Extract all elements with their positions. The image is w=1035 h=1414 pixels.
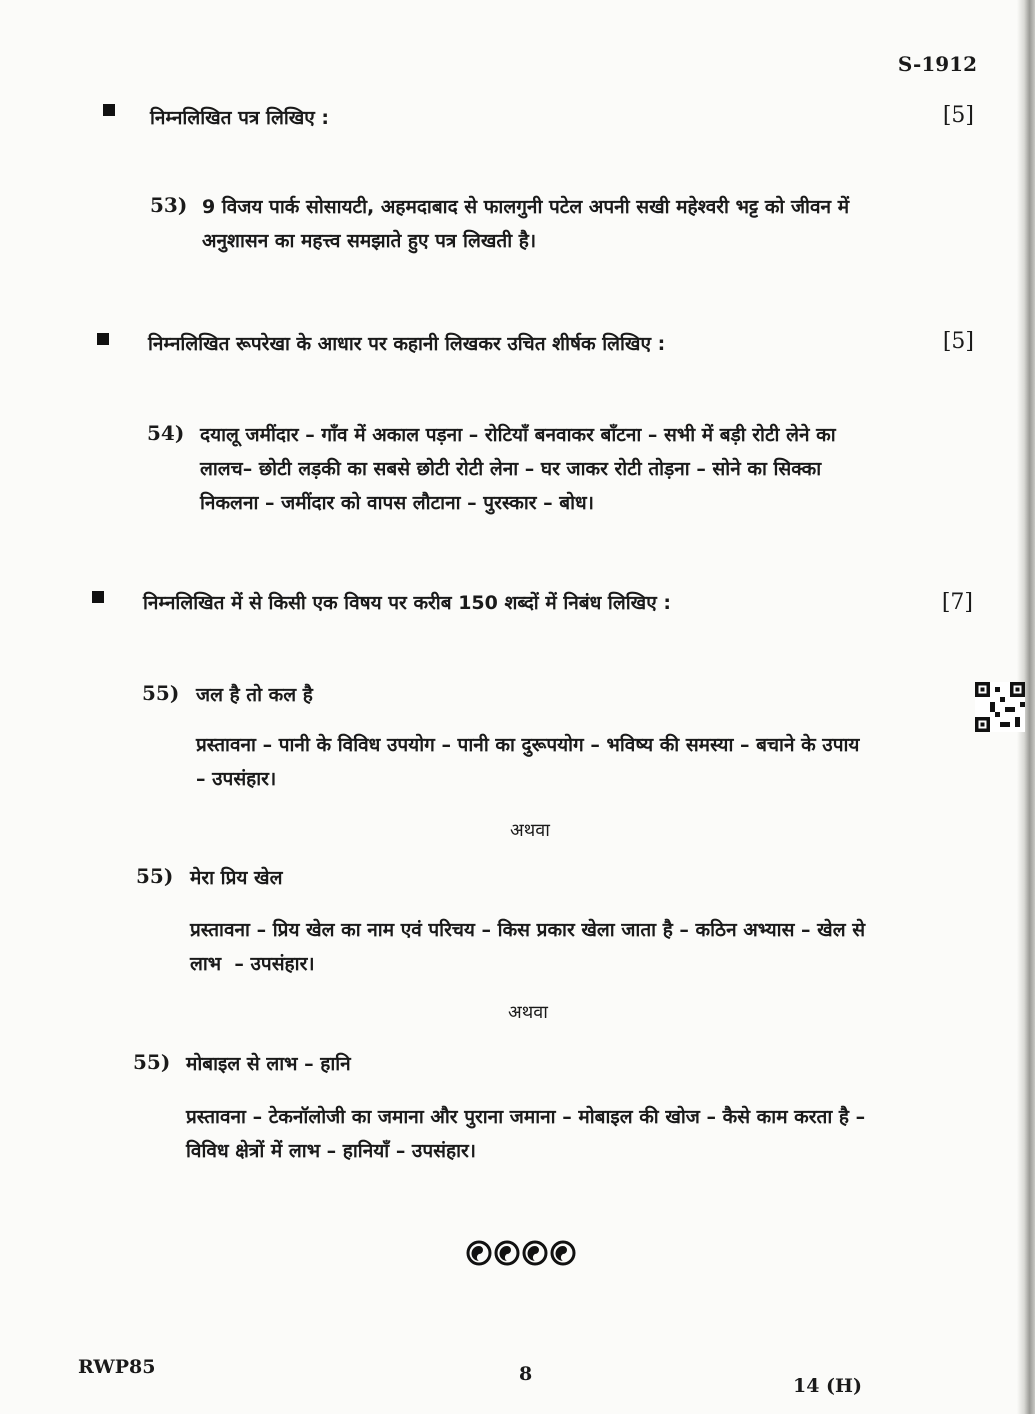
question-54-line-1: दयालू जमींदार – गाँव में अकाल पड़ना – रोटियाँ बनवाकर बाँटना – सभी में बड़ी रोटी लेने का <box>200 424 836 446</box>
option-1-number: 55) <box>142 681 180 705</box>
section-2-instruction: निम्नलिखित रूपरेखा के आधार पर कहानी लिखकर उचित शीर्षक लिखिए : <box>148 333 666 355</box>
option-2-number: 55) <box>136 864 174 888</box>
section-2-marks: [5] <box>942 329 974 354</box>
option-3-number: 55) <box>133 1050 171 1074</box>
option-1-outline-line-2: – उपसंहार। <box>196 768 277 790</box>
option-3-title: मोबाइल से लाभ – हानि <box>186 1053 351 1075</box>
option-2-outline-line-2: लाभ – उपसंहार। <box>190 953 315 975</box>
question-53-line-2: अनुशासन का महत्त्व समझाते हुए पत्र लिखती है। <box>202 230 537 252</box>
footer-left-code: RWP85 <box>78 1356 156 1378</box>
separator-or: अथवा <box>508 1002 548 1023</box>
question-53-line-1: 9 विजय पार्क सोसायटी, अहमदाबाद से फालगुनी पटेल अपनी सखी महेश्वरी भट्ट को जीवन में <box>202 196 850 218</box>
question-54-line-3: निकलना – जमींदार को वापस लौटाना – पुरस्कार – बोध। <box>200 492 594 514</box>
question-54-number: 54) <box>147 421 185 445</box>
footer-right-code: 14 (H) <box>793 1375 862 1397</box>
page-number: 8 <box>519 1363 533 1385</box>
option-3-outline-line-1: प्रस्तावना – टेकनॉलोजी का जमाना और पुराना जमाना – मोबाइल की खोज – कैसे काम करता है – <box>186 1106 866 1128</box>
section-1-instruction: निम्नलिखित पत्र लिखिए : <box>150 107 330 129</box>
end-ornament-icon <box>464 1238 584 1268</box>
option-1-outline <box>196 728 986 796</box>
section-1-marks: [5] <box>942 103 974 128</box>
qr-code-icon <box>975 682 1025 732</box>
bullet-icon <box>92 591 104 603</box>
section-3-instruction: निम्नलिखित में से किसी एक विषय पर करीब 150 शब्दों में निबंध लिखिए : <box>143 592 671 614</box>
question-54-text <box>200 418 985 520</box>
separator-or: अथवा <box>510 820 550 841</box>
bullet-icon <box>97 333 109 345</box>
bullet-icon <box>103 104 115 116</box>
option-2-outline-line-1: प्रस्तावना – प्रिय खेल का नाम एवं परिचय – किस प्रकार खेला जाता है – कठिन अभ्यास – खेल से <box>190 919 866 941</box>
option-3-outline <box>186 1100 986 1168</box>
option-3-outline-line-2: विविध क्षेत्रों में लाभ – हानियाँ – उपसंहार। <box>186 1140 476 1162</box>
paper-code: S-1912 <box>897 52 977 76</box>
option-1-outline-line-1: प्रस्तावना – पानी के विविध उपयोग – पानी का दुरूपयोग – भविष्य की समस्या – बचाने के उपाय <box>196 734 860 756</box>
question-53-text <box>202 190 982 258</box>
section-3-marks: [7] <box>941 590 973 615</box>
question-54-line-2: लालच– छोटी लड़की का सबसे छोटी रोटी लेना – घर जाकर रोटी तोड़ना – सोने का सिक्का <box>200 458 822 480</box>
question-53-number: 53) <box>150 193 188 217</box>
option-2-title: मेरा प्रिय खेल <box>190 867 283 889</box>
option-2-outline <box>190 913 985 981</box>
option-1-title: जल है तो कल है <box>196 684 313 706</box>
